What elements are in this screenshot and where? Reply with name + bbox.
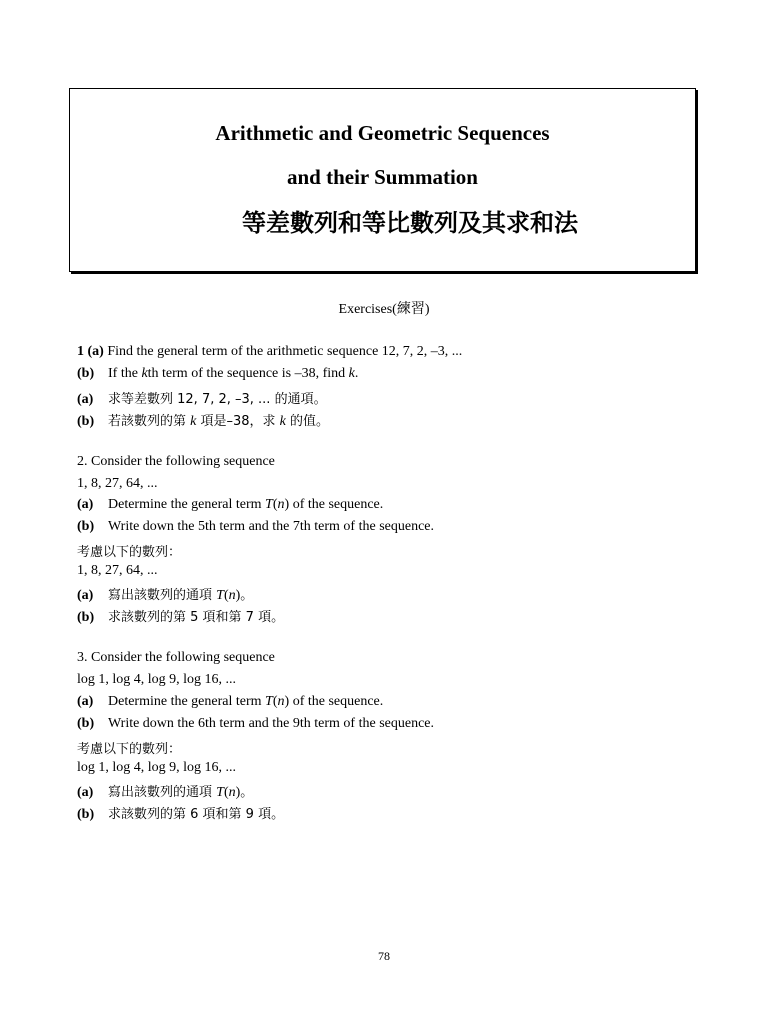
title-chinese: 等差數列和等比數列及其求和法 <box>242 209 578 237</box>
q2-a-text-1: Determine the general term <box>108 497 266 512</box>
q3-a-zh-text-1: 寫出該數列的通項 <box>108 785 217 800</box>
q3-b-text: Write down the 6th term and the 9th term of the sequence. <box>108 716 434 731</box>
q1-a-zh-text: 求等差數列 12, 7, 2, –3, ... 的通項。 <box>108 392 327 407</box>
q2-a-zh-label: (a) <box>77 588 94 603</box>
q3-a-zh-var-n: n <box>228 785 236 800</box>
q2-intro: 2. Consider the following sequence <box>77 454 275 469</box>
q3-a-var-t: T <box>265 694 273 709</box>
q2-sequence: 1, 8, 27, 64, ... <box>77 476 158 491</box>
q2-b-zh-label: (b) <box>77 610 95 625</box>
q2-part-b-en <box>77 519 434 535</box>
q2-sequence-zh: 1, 8, 27, 64, ... <box>77 563 158 578</box>
q3-a-var-n: n <box>277 694 285 709</box>
q3-a-zh-var-t: T <box>216 785 224 800</box>
q3-intro: 3. Consider the following sequence <box>77 650 275 665</box>
q2-a-text-2: of the sequence. <box>289 497 384 512</box>
q2-a-zh-var-t: T <box>216 588 224 603</box>
q3-part-a-zh: (a) 寫出該數列的通項 T(n)。 <box>77 785 254 800</box>
q3-b-zh-label: (b) <box>77 807 95 822</box>
q2-part-a-en: (a) Determine the general term T(n) of the sequence. <box>77 497 384 512</box>
q3-part-a-en: (a) Determine the general term T(n) of the sequence. <box>77 694 384 709</box>
q3-sequence-zh: log 1, log 4, log 9, log 16, ... <box>77 760 237 775</box>
q1-b-text-2: th term of the sequence is –38, find <box>147 366 349 381</box>
q3-a-text-2: of the sequence. <box>289 694 384 709</box>
q3-a-label: (a) <box>77 694 94 709</box>
q2-a-var-n: n <box>277 497 285 512</box>
q3-intro-zh: 考慮以下的數列： <box>77 742 182 757</box>
q1-b-zh-label: (b) <box>77 414 95 429</box>
q2-a-zh-text-1: 寫出該數列的通項 <box>108 588 217 603</box>
q1-a-zh-label: (a) <box>77 392 94 407</box>
exercises-heading: Exercises(練習) <box>338 302 430 317</box>
q1-part-b-zh <box>77 410 329 430</box>
q3-a-zh-text-2: 。 <box>240 785 254 800</box>
q1-b-zh-text-2: 項是–38，求 <box>196 414 280 429</box>
q2-b-label: (b) <box>77 519 95 534</box>
q1-a-label: (a) <box>87 344 104 359</box>
title-box <box>69 88 696 272</box>
q1-b-zh-var-k2: k <box>279 414 286 429</box>
q1-b-zh-text-3: 的值。 <box>285 414 330 429</box>
q2-part-a-zh: (a) 寫出該數列的通項 T(n)。 <box>77 588 254 603</box>
page-number: 78 <box>378 949 390 963</box>
title-line-1: Arithmetic and Geometric Sequences <box>215 121 550 145</box>
q1-b-label: (b) <box>77 366 95 381</box>
q1-b-var-k2: k <box>348 366 355 381</box>
q3-part-b-en <box>77 716 434 732</box>
q1-b-var-k: k <box>141 366 148 381</box>
q1-part-b-en <box>77 366 358 382</box>
q1-number: 1 <box>77 344 84 359</box>
q2-a-var-t: T <box>265 497 273 512</box>
q3-part-b-zh <box>77 803 284 823</box>
q3-a-text-1: Determine the general term <box>108 694 266 709</box>
q1-b-zh-text-1: 若該數列的第 <box>108 414 191 429</box>
title-line-2: and their Summation <box>287 165 478 189</box>
q2-part-b-zh <box>77 606 284 626</box>
q2-b-text: Write down the 5th term and the 7th term of the sequence. <box>108 519 434 534</box>
q2-b-zh-text: 求該數列的第 5 項和第 7 項。 <box>108 610 285 625</box>
q1-b-text-3: . <box>354 366 359 381</box>
q2-a-zh-var-n: n <box>228 588 236 603</box>
q3-b-label: (b) <box>77 716 95 731</box>
q1-b-text-1: If the <box>108 366 142 381</box>
q2-intro-zh: 考慮以下的數列： <box>77 545 182 560</box>
q3-a-zh-label: (a) <box>77 785 94 800</box>
q1-b-zh-var-k: k <box>190 414 197 429</box>
q2-a-zh-text-2: 。 <box>240 588 254 603</box>
q1-a-text: Find the general term of the arithmetic sequence 12, 7, 2, –3, ... <box>107 344 463 359</box>
q2-a-label: (a) <box>77 497 94 512</box>
q1-part-a-en <box>77 344 462 360</box>
q3-sequence: log 1, log 4, log 9, log 16, ... <box>77 672 237 687</box>
q1-part-a-zh <box>77 388 327 408</box>
q3-b-zh-text: 求該數列的第 6 項和第 9 項。 <box>108 807 285 822</box>
